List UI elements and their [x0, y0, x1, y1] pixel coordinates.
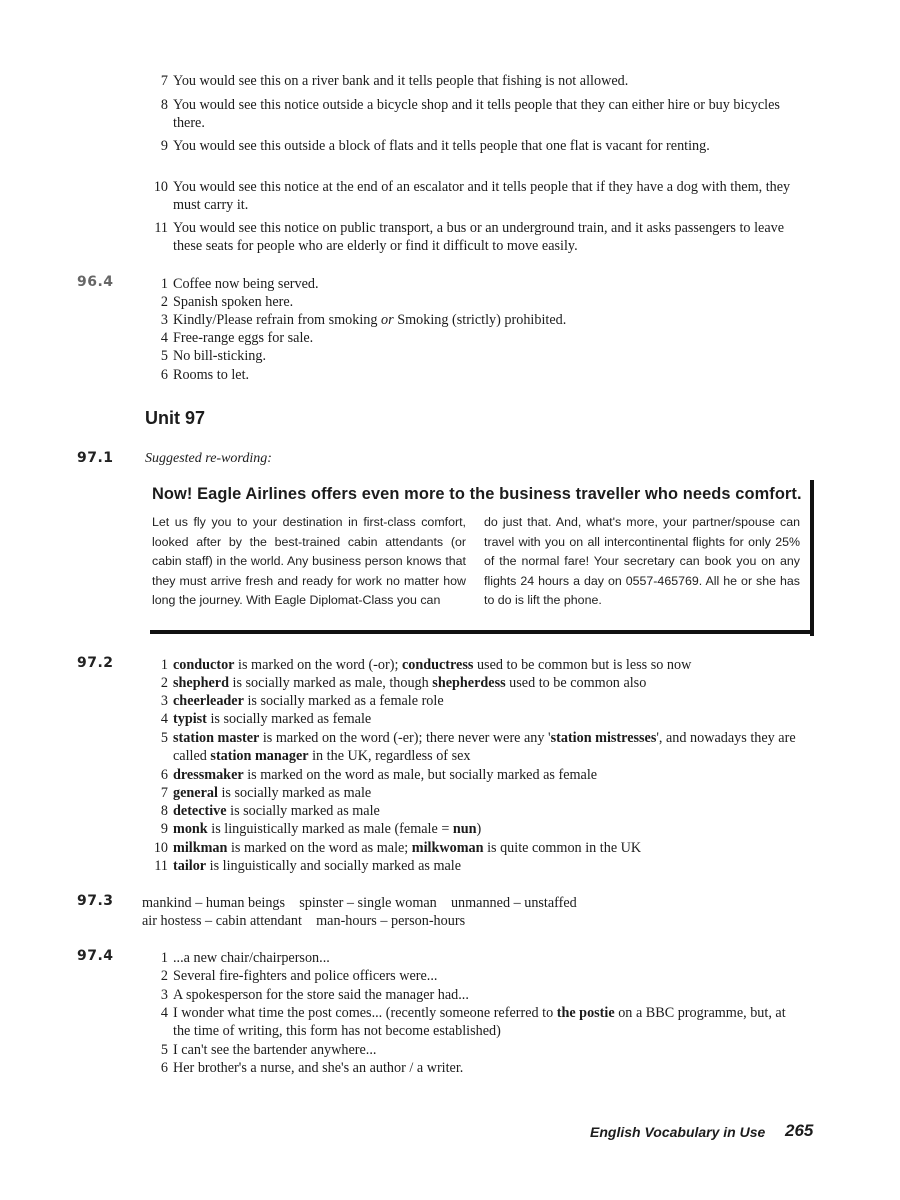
advertisement-box	[150, 480, 816, 636]
word-pairs-line-2: air hostess – cabin attendant man-hours – person-hours	[142, 913, 466, 929]
list-item: 9 monk is linguistically marked as male (female = nun)	[160, 821, 482, 837]
suggested-rewording-label: Suggested re-wording:	[145, 451, 272, 466]
word-pairs-line-1: mankind – human beings spinster – single woman unmanned – unstaffed	[142, 895, 577, 911]
list-item: 4 Free-range eggs for sale.	[160, 330, 314, 346]
section-label-96-4: 96.4	[77, 274, 114, 290]
list-item: 1 conductor is marked on the word (-or); conductress used to be common but is less so now	[160, 657, 692, 673]
list-item: 11 tailor is linguistically and socially marked as male	[154, 858, 462, 874]
list-item: 5 I can't see the bartender anywhere...	[160, 1042, 377, 1058]
ad-bottom-rule	[150, 630, 814, 634]
list-item: 8 detective is socially marked as male	[160, 803, 380, 819]
list-item: 2 shepherd is socially marked as male, though shepherdess used to be common also	[160, 675, 647, 691]
list-item: 11 You would see this notice on public transport, a bus or an underground train, and it asks passengers to leave these seats for people who are elderly or find it difficult to move easily.	[154, 220, 785, 254]
list-item: 3 Kindly/Please refrain from smoking or Smoking (strictly) prohibited.	[160, 312, 567, 328]
list-item: 7 general is socially marked as male	[160, 785, 372, 801]
list-item: 8 You would see this notice outside a bicycle shop and it tells people that they can either hire or buy bicycles there.	[160, 97, 780, 131]
page-number: 265	[785, 1121, 814, 1140]
list-item: 3 A spokesperson for the store said the manager had...	[160, 987, 469, 1003]
list-item: 5 station master is marked on the word (-er); there never were any 'station mistresses', and nowadays they are called station manager in the UK, regardless of sex	[160, 730, 796, 764]
section-label-97-1: 97.1	[77, 450, 114, 466]
list-item: 1 Coffee now being served.	[160, 276, 319, 292]
list-item: 10 You would see this notice at the end of an escalator and it tells people that if they have a dog with them, they must carry it.	[153, 179, 791, 213]
section-label-97-3: 97.3	[77, 893, 114, 909]
list-item: 2 Several fire-fighters and police officers were...	[160, 968, 438, 984]
list-item: 2 Spanish spoken here.	[160, 294, 294, 310]
unit-title: Unit 97	[145, 408, 206, 428]
ad-left-column: Let us fly you to your destination in first-class comfort, looked after by the best-trained cabin attendants (or cabin staff) in the world. Any business person knows that they must arrive fresh and ready for work no matter how long the journey. With Eagle Diplomat-Class you can	[152, 515, 466, 608]
ad-right-rule	[810, 480, 814, 636]
ad-right-column: do just that. And, what's more, your partner/spouse can travel with you on all intercontinental flights for only 25% of the normal fare! Your secretary can book you on any flights 24 hours a day on 0557-465769. All he or she has to do is lift the phone.	[484, 515, 800, 608]
list-item: 1 ...a new chair/chairperson...	[160, 950, 330, 966]
list-item: 4 I wonder what time the post comes... (recently someone referred to the postie on a BBC programme, but, at the time of writing, this form has not become established)	[160, 1005, 786, 1039]
section-label-97-4: 97.4	[77, 948, 114, 964]
list-item: 6 Rooms to let.	[160, 367, 250, 383]
list-item: 7 You would see this on a river bank and it tells people that fishing is not allowed.	[160, 73, 629, 89]
list-item: 10 milkman is marked on the word as male; milkwoman is quite common in the UK	[153, 840, 642, 856]
list-item: 6 dressmaker is marked on the word as male, but socially marked as female	[160, 767, 598, 783]
ad-headline: Now! Eagle Airlines offers even more to the business traveller who needs comfort.	[152, 485, 802, 503]
list-item: 6 Her brother's a nurse, and she's an author / a writer.	[160, 1060, 464, 1076]
footer-book-title: English Vocabulary in Use	[590, 1124, 766, 1140]
list-item: 3 cheerleader is socially marked as a female role	[160, 693, 444, 709]
list-item: 5 No bill-sticking.	[160, 348, 267, 364]
list-item: 9 You would see this outside a block of flats and it tells people that one flat is vacant for renting.	[160, 138, 710, 154]
list-item: 4 typist is socially marked as female	[160, 711, 372, 727]
section-label-97-2: 97.2	[77, 655, 114, 671]
